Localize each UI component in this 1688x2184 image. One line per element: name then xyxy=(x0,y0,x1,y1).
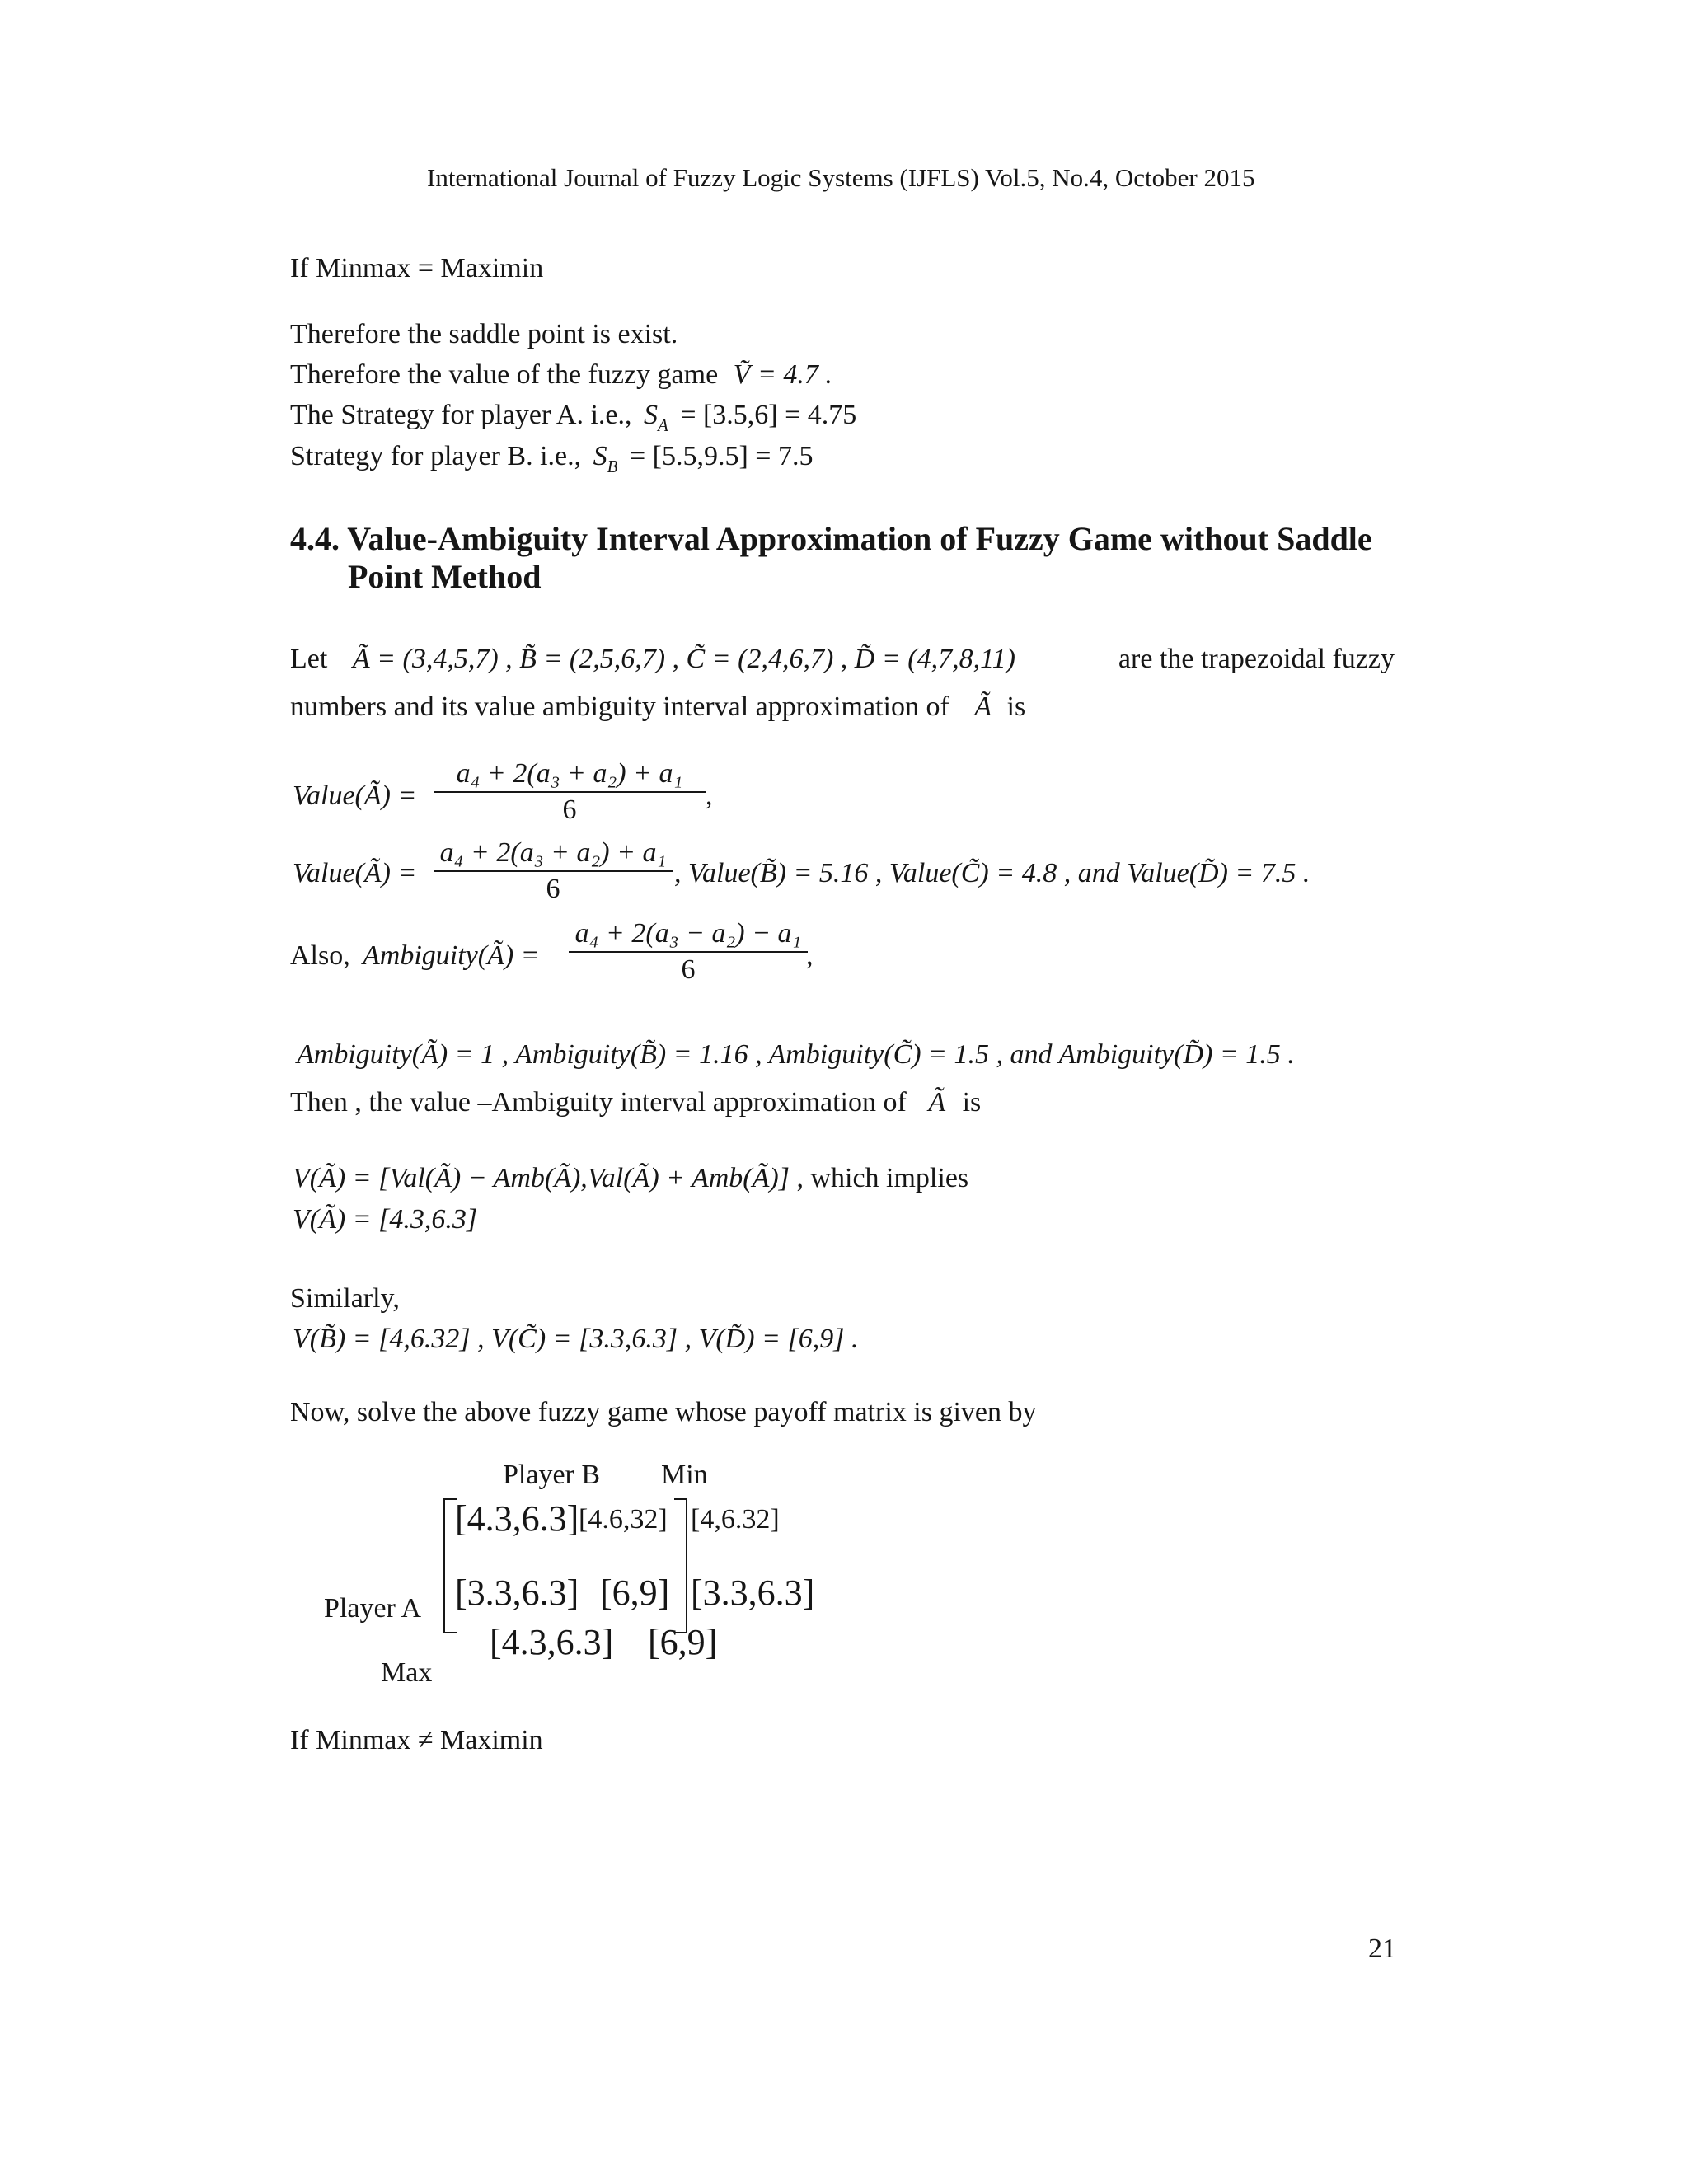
value-formula-lhs: Value(Ã) = xyxy=(293,780,417,811)
strategy-a-line xyxy=(290,399,856,434)
strategy-a-symbol: $S_A$ xyxy=(643,400,668,435)
game-value-math: Ṽ = 4.7 . xyxy=(733,359,832,390)
va-definition-suffix: , which implies xyxy=(796,1163,969,1193)
also-label: Also, xyxy=(290,940,350,971)
value-formula-fraction-2 xyxy=(434,837,673,905)
matrix-r2c2: [6,9] xyxy=(600,1572,670,1613)
matrix-r1-min: [4,6.32] xyxy=(691,1504,780,1535)
similarly-label: Similarly, xyxy=(290,1283,400,1314)
va-others: V(B̃) = [4,6.32] , V(C̃) = [3.3,6.3] , V(D̃) = [6,9] . xyxy=(293,1324,859,1354)
strategy-a-math: = [3.5,6] = 4.75 xyxy=(680,400,857,430)
matrix-right-bracket xyxy=(674,1498,687,1633)
strategy-b-math: = [5.5,9.5] = 7.5 xyxy=(629,441,814,471)
matrix-player-a-label: Player A xyxy=(324,1593,422,1624)
game-value-text: Therefore the value of the fuzzy game xyxy=(290,359,719,390)
value-formula-denominator-2: 6 xyxy=(546,874,560,904)
then-is: is xyxy=(962,1087,982,1118)
intro-line-2 xyxy=(290,691,1025,724)
matrix-max-2: [6,9] xyxy=(648,1622,718,1662)
section-heading: 4.4. Value-Ambiguity Interval Approximation of Fuzzy Game without Saddle xyxy=(290,520,1372,557)
intro-line-2-text: numbers and its value ambiguity interval approximation of xyxy=(290,691,950,722)
strategy-a-text: The Strategy for player A. i.e., xyxy=(290,400,632,430)
va-definition: V(Ã) = [Val(Ã) − Amb(Ã),Val(Ã) + Amb(Ã)] xyxy=(293,1163,790,1193)
ambiguity-formula-numerator: a₄ + 2(a₃ − a₂) − a₁ xyxy=(569,918,808,953)
ambiguity-formula-denominator: 6 xyxy=(681,954,696,985)
now-line: Now, solve the above fuzzy game whose payoff matrix is given by xyxy=(290,1397,1037,1427)
va-definition-line xyxy=(293,1162,968,1195)
intro-is: is xyxy=(1006,691,1026,722)
value-formula-lhs-2: Value(Ã) = xyxy=(293,858,417,888)
value-results: , Value(B̃) = 5.16 , Value(C̃) = 4.8 , and Value(D̃) = 7.5 . xyxy=(674,858,1311,888)
intro-line-1 xyxy=(290,643,1395,676)
va-result: V(Ã) = [4.3,6.3] xyxy=(293,1204,478,1235)
ambiguity-formula-fraction xyxy=(569,918,808,986)
intro-symbol-a: Ã xyxy=(974,691,992,722)
section-heading-cont: Point Method xyxy=(348,558,542,595)
then-line xyxy=(290,1086,981,1119)
intro-trapezoidal: are the trapezoidal fuzzy xyxy=(1118,644,1395,674)
matrix-r1c1: [4.3,6.3] xyxy=(455,1498,579,1539)
intro-fuzzy-numbers: Ã = (3,4,5,7) , B̃ = (2,5,6,7) , C̃ = (2,4,6,7) , D̃ = (4,7,8,11) xyxy=(352,644,1015,674)
strategy-b-line xyxy=(290,440,813,476)
ambiguity-formula-comma: , xyxy=(806,940,814,971)
journal-header: International Journal of Fuzzy Logic Systems (IJFLS) Vol.5, No.4, October 2015 xyxy=(427,163,1255,192)
value-formula-numerator-2: a₄ + 2(a₃ + a₂) + a₁ xyxy=(434,837,673,872)
matrix-min-label: Min xyxy=(661,1460,708,1490)
matrix-player-b-label: Player B xyxy=(503,1460,601,1490)
value-formula-numerator: a₄ + 2(a₃ + a₂) + a₁ xyxy=(434,758,706,793)
game-value-line xyxy=(290,359,832,391)
minmax-not-equal-line: If Minmax ≠ Maximin xyxy=(290,1725,543,1755)
value-formula-denominator: 6 xyxy=(562,794,577,825)
intro-let: Let xyxy=(290,644,328,674)
ambiguity-formula-lhs: Ambiguity(Ã) = xyxy=(363,940,540,971)
then-text: Then , the value –Ambiguity interval approximation of xyxy=(290,1087,907,1118)
strategy-b-text: Strategy for player B. i.e., xyxy=(290,441,582,471)
matrix-max-1: [4.3,6.3] xyxy=(490,1622,614,1662)
matrix-r1c2: [4.6,32] xyxy=(579,1504,668,1535)
value-formula-fraction xyxy=(434,758,706,826)
saddle-exists-line: Therefore the saddle point is exist. xyxy=(290,319,678,349)
minmax-equals-line: If Minmax = Maximin xyxy=(290,253,544,284)
strategy-b-symbol: $S_B$ xyxy=(593,441,618,476)
matrix-max-label: Max xyxy=(381,1657,433,1688)
page-number: 21 xyxy=(1368,1933,1396,1964)
matrix-r2c1: [3.3,6.3] xyxy=(455,1572,579,1613)
ambiguity-results: Ambiguity(Ã) = 1 , Ambiguity(B̃) = 1.16 , Ambiguity(C̃) = 1.5 , and Ambiguity(D̃) = 1.5 . xyxy=(297,1039,1295,1070)
value-formula-comma: , xyxy=(706,780,713,811)
matrix-r2-min: [3.3,6.3] xyxy=(691,1572,815,1613)
then-symbol: Ã xyxy=(928,1087,946,1118)
